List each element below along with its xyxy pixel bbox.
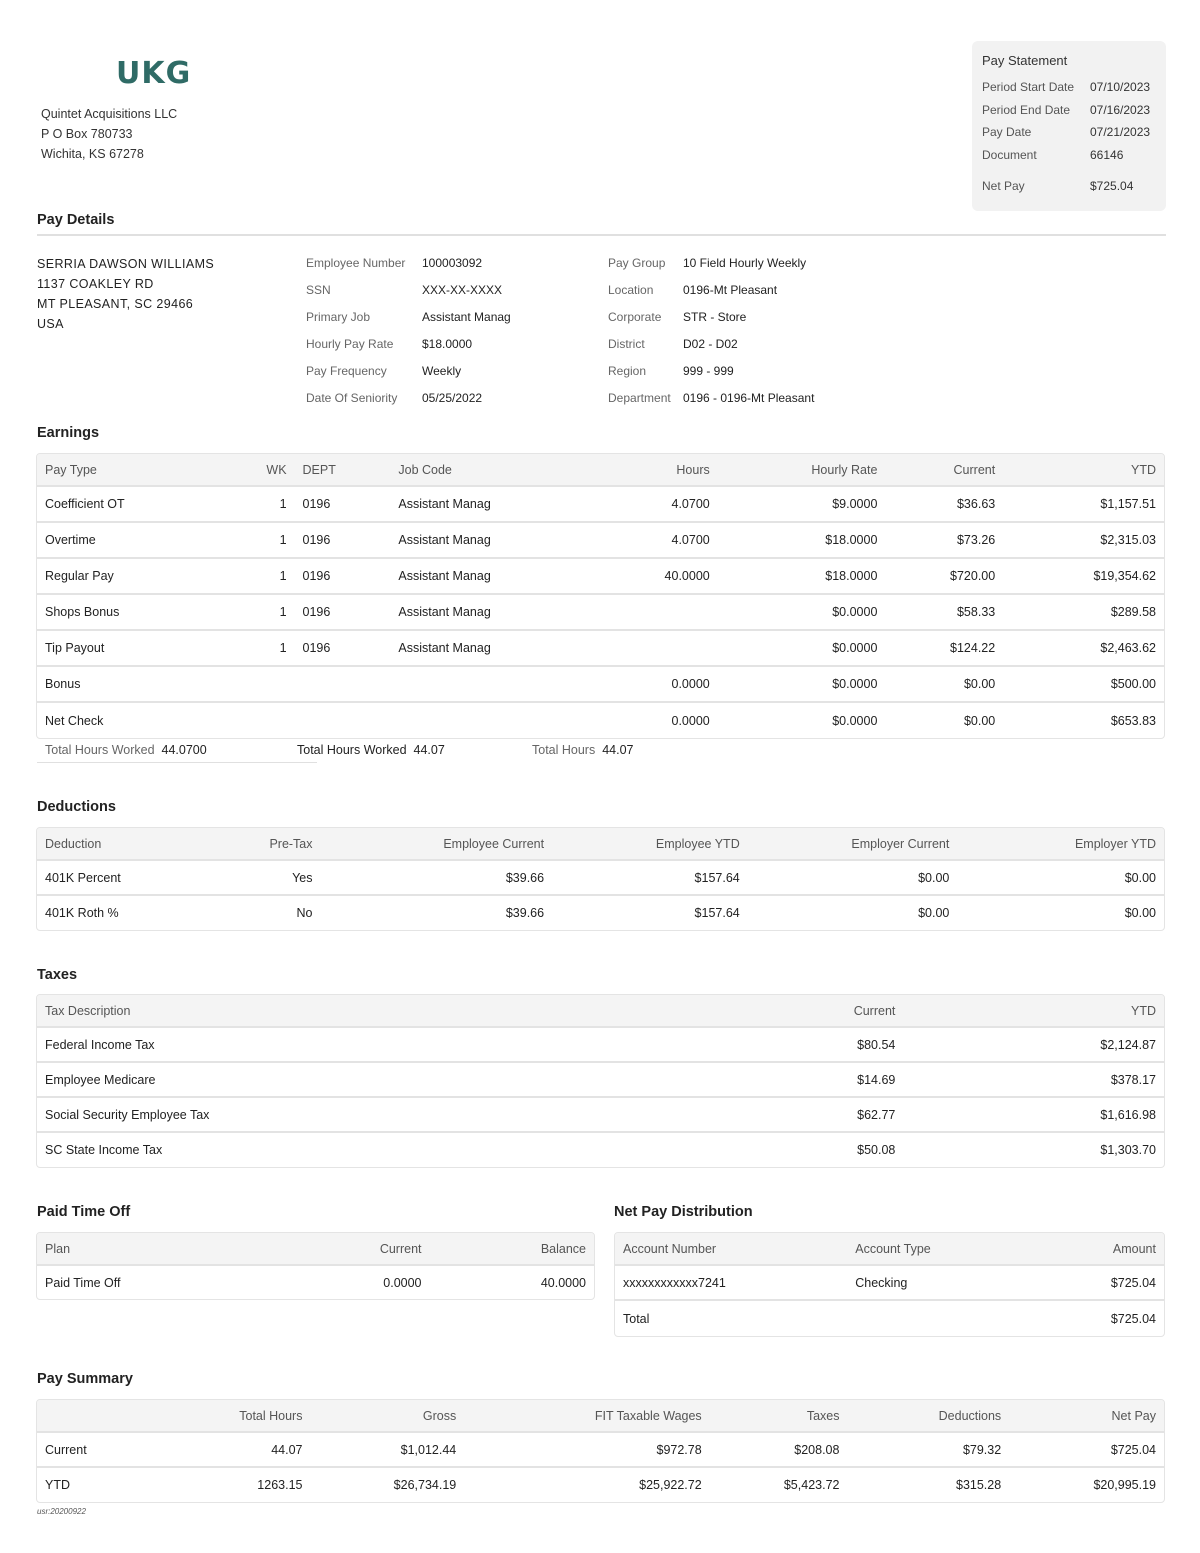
column-header: Deduction: [37, 828, 209, 860]
table-row: [37, 1027, 1164, 1062]
table-cell: Paid Time Off: [37, 1265, 274, 1299]
detail-value: STR - Store: [683, 309, 747, 324]
column-header: Plan: [37, 1233, 274, 1265]
table-cell: 1: [225, 594, 295, 630]
table-cell: $36.63: [885, 486, 1003, 522]
version-footnote: usr:20200922: [37, 1507, 86, 1516]
statement-label: Period Start Date: [982, 80, 1075, 95]
organization-info-column: [608, 249, 908, 411]
detail-value: $18.0000: [422, 336, 473, 351]
column-header: Pre-Tax: [209, 828, 321, 860]
table-row: [37, 1097, 1164, 1132]
table-cell: $5,423.72: [710, 1467, 848, 1502]
column-header: [37, 1400, 151, 1432]
table-cell: $9.0000: [718, 486, 886, 522]
table-cell: $0.00: [957, 860, 1164, 895]
table-cell: $2,124.87: [903, 1027, 1164, 1062]
deductions-title: Deductions: [37, 799, 116, 815]
column-header: Current: [885, 454, 1003, 486]
total-label: Total: [615, 1300, 847, 1336]
table-cell: Net Check: [37, 702, 225, 738]
table-cell: [225, 666, 295, 702]
employee-address: [37, 254, 214, 334]
table-cell: $0.00: [748, 895, 958, 930]
table-row: [615, 1265, 1164, 1300]
table-cell: $14.69: [686, 1062, 904, 1097]
table-cell: $25,922.72: [464, 1467, 709, 1502]
detail-value: 10 Field Hourly Weekly: [683, 255, 807, 270]
table-cell: $315.28: [847, 1467, 1009, 1502]
statement-value: 07/10/2023: [1090, 80, 1151, 95]
detail-row: [306, 276, 596, 303]
table-cell: 4.0700: [598, 486, 718, 522]
table-row: [37, 1265, 594, 1299]
table-cell: [390, 666, 598, 702]
detail-label: Pay Frequency: [306, 363, 387, 378]
earnings-title: Earnings: [37, 425, 100, 441]
table-cell: $0.0000: [718, 630, 886, 666]
table-cell: $157.64: [552, 895, 748, 930]
company-address-line1: P O Box 780733: [41, 127, 133, 141]
pay-statement-box: [972, 41, 1166, 211]
total-value: $725.04: [1036, 1300, 1164, 1336]
table-cell: [295, 666, 391, 702]
table-cell: $26,734.19: [310, 1467, 464, 1502]
statement-value: 66146: [1090, 147, 1124, 162]
table-cell: 1: [225, 486, 295, 522]
detail-label: Hourly Pay Rate: [306, 336, 394, 351]
table-cell: 1263.15: [151, 1467, 311, 1502]
table-row: [37, 666, 1164, 702]
table-cell: $0.0000: [718, 594, 886, 630]
table-cell: $0.00: [957, 895, 1164, 930]
table-cell: [598, 594, 718, 630]
table-cell: $50.08: [686, 1132, 904, 1167]
deductions-header-row: [37, 828, 1164, 860]
table-cell: Checking: [847, 1265, 1036, 1300]
column-header: Account Number: [615, 1233, 847, 1265]
taxes-title: Taxes: [37, 967, 78, 983]
statement-row: [982, 121, 1158, 144]
table-cell: 44.07: [151, 1432, 311, 1467]
table-cell: SC State Income Tax: [37, 1132, 686, 1167]
table-cell: $500.00: [1003, 666, 1164, 702]
total-value: 44.07: [602, 743, 634, 757]
table-cell: [847, 1300, 1036, 1336]
detail-value: 0196-Mt Pleasant: [683, 282, 778, 297]
detail-row: [608, 249, 908, 276]
table-cell: 0196: [295, 630, 391, 666]
table-cell: $0.0000: [718, 702, 886, 738]
column-header: Taxes: [710, 1400, 848, 1432]
detail-label: Corporate: [608, 309, 662, 324]
table-row: [37, 895, 1164, 930]
table-row: [37, 594, 1164, 630]
statement-value: 07/21/2023: [1090, 125, 1151, 140]
detail-row: [608, 384, 908, 411]
distribution-total-row: [615, 1300, 1164, 1336]
table-cell: 0196: [295, 558, 391, 594]
table-cell: $39.66: [321, 895, 553, 930]
table-cell: $720.00: [885, 558, 1003, 594]
table-cell: $378.17: [903, 1062, 1164, 1097]
table-cell: $39.66: [321, 860, 553, 895]
table-cell: $157.64: [552, 860, 748, 895]
table-cell: 4.0700: [598, 522, 718, 558]
company-address-line2: Wichita, KS 67278: [41, 147, 144, 161]
table-cell: $124.22: [885, 630, 1003, 666]
table-row: [37, 630, 1164, 666]
net-pay-row: [982, 175, 1158, 198]
earnings-table: [36, 453, 1165, 739]
table-cell: $19,354.62: [1003, 558, 1164, 594]
table-row: [37, 1432, 1164, 1467]
table-cell: Federal Income Tax: [37, 1027, 686, 1062]
column-header: Current: [686, 995, 904, 1027]
table-cell: $0.00: [885, 666, 1003, 702]
table-row: [37, 1132, 1164, 1167]
column-header: Gross: [310, 1400, 464, 1432]
table-cell: $2,315.03: [1003, 522, 1164, 558]
detail-row: [306, 357, 596, 384]
detail-row: [608, 276, 908, 303]
statement-label: Pay Date: [982, 125, 1032, 140]
column-header: Net Pay: [1009, 1400, 1164, 1432]
distribution-header-row: [615, 1233, 1164, 1265]
detail-label: Department: [608, 390, 671, 405]
table-cell: Assistant Manag: [390, 630, 598, 666]
column-header: Hourly Rate: [718, 454, 886, 486]
net-pay-distribution-title: Net Pay Distribution: [614, 1204, 753, 1220]
detail-row: [306, 249, 596, 276]
table-cell: Bonus: [37, 666, 225, 702]
table-cell: $1,303.70: [903, 1132, 1164, 1167]
detail-row: [306, 303, 596, 330]
detail-row: [608, 330, 908, 357]
table-cell: $18.0000: [718, 558, 886, 594]
statement-row: [982, 99, 1158, 122]
column-header: Job Code: [390, 454, 598, 486]
company-address: [41, 104, 177, 164]
statement-value: 07/16/2023: [1090, 102, 1151, 117]
table-cell: Assistant Manag: [390, 486, 598, 522]
table-cell: Regular Pay: [37, 558, 225, 594]
table-cell: $20,995.19: [1009, 1467, 1164, 1502]
column-header: Total Hours: [151, 1400, 311, 1432]
statement-label: Period End Date: [982, 102, 1071, 117]
total-hours: [532, 743, 633, 757]
total-hours-worked-1: [45, 743, 207, 757]
detail-value: 05/25/2022: [422, 390, 483, 405]
pay-details-title: Pay Details: [37, 212, 115, 228]
detail-label: Date Of Seniority: [306, 390, 398, 405]
table-cell: $1,012.44: [310, 1432, 464, 1467]
employee-city: MT PLEASANT, SC 29466: [37, 297, 194, 311]
table-cell: 0196: [295, 594, 391, 630]
table-cell: $289.58: [1003, 594, 1164, 630]
net-pay-distribution-table: [614, 1232, 1165, 1337]
table-cell: $0.0000: [718, 666, 886, 702]
column-header: YTD: [903, 995, 1164, 1027]
table-cell: $1,616.98: [903, 1097, 1164, 1132]
table-cell: 40.0000: [430, 1265, 594, 1299]
paid-time-off-table: [36, 1232, 595, 1300]
table-cell: [295, 702, 391, 738]
detail-label: SSN: [306, 282, 331, 297]
detail-row: [306, 330, 596, 357]
table-cell: $972.78: [464, 1432, 709, 1467]
table-cell: $58.33: [885, 594, 1003, 630]
table-cell: xxxxxxxxxxxx7241: [615, 1265, 847, 1300]
table-cell: $18.0000: [718, 522, 886, 558]
employee-info-column: [306, 249, 596, 411]
table-row: [37, 702, 1164, 738]
detail-label: Employee Number: [306, 255, 406, 270]
table-cell: 1: [225, 558, 295, 594]
column-header: Employee Current: [321, 828, 553, 860]
table-row: [37, 486, 1164, 522]
table-cell: $208.08: [710, 1432, 848, 1467]
column-header: Pay Type: [37, 454, 225, 486]
column-header: YTD: [1003, 454, 1164, 486]
employee-country: USA: [37, 317, 64, 331]
detail-label: Pay Group: [608, 255, 666, 270]
column-header: WK: [225, 454, 295, 486]
table-cell: Yes: [209, 860, 321, 895]
table-cell: $2,463.62: [1003, 630, 1164, 666]
column-header: Account Type: [847, 1233, 1036, 1265]
column-header: Current: [274, 1233, 430, 1265]
column-header: Tax Description: [37, 995, 686, 1027]
detail-value: Weekly: [422, 363, 462, 378]
total-value: 44.0700: [161, 743, 207, 757]
pto-header-row: [37, 1233, 594, 1265]
table-cell: [598, 630, 718, 666]
total-hours-worked-2: [297, 743, 445, 757]
detail-row: [306, 384, 596, 411]
table-cell: $0.00: [748, 860, 958, 895]
employee-name: SERRIA DAWSON WILLIAMS: [37, 257, 215, 271]
table-cell: Assistant Manag: [390, 558, 598, 594]
table-cell: Shops Bonus: [37, 594, 225, 630]
detail-value: 100003092: [422, 255, 483, 270]
table-row: [37, 1467, 1164, 1502]
deductions-table: [36, 827, 1165, 931]
column-header: Deductions: [847, 1400, 1009, 1432]
net-pay-value: $725.04: [1090, 179, 1134, 194]
statement-label: Document: [982, 147, 1037, 162]
pay-summary-table: [36, 1399, 1165, 1503]
table-row: [37, 558, 1164, 594]
table-cell: Tip Payout: [37, 630, 225, 666]
column-header: Employer Current: [748, 828, 958, 860]
table-cell: 0.0000: [598, 666, 718, 702]
detail-value: 0196 - 0196-Mt Pleasant: [683, 390, 815, 405]
taxes-header-row: [37, 995, 1164, 1027]
totals-divider: [37, 762, 317, 763]
table-cell: 0196: [295, 486, 391, 522]
column-header: FIT Taxable Wages: [464, 1400, 709, 1432]
detail-label: Region: [608, 363, 647, 378]
pay-summary-title: Pay Summary: [37, 1371, 133, 1387]
table-cell: 0.0000: [274, 1265, 430, 1299]
table-cell: 0196: [295, 522, 391, 558]
table-cell: $73.26: [885, 522, 1003, 558]
column-header: Hours: [598, 454, 718, 486]
paid-time-off-title: Paid Time Off: [37, 1204, 131, 1220]
table-cell: $653.83: [1003, 702, 1164, 738]
table-cell: 0.0000: [598, 702, 718, 738]
summary-header-row: [37, 1400, 1164, 1432]
detail-label: District: [608, 336, 645, 351]
detail-value: D02 - D02: [683, 336, 738, 351]
table-cell: $725.04: [1009, 1432, 1164, 1467]
detail-value: XXX-XX-XXXX: [422, 282, 503, 297]
table-cell: Social Security Employee Tax: [37, 1097, 686, 1132]
table-cell: YTD: [37, 1467, 151, 1502]
table-row: [37, 860, 1164, 895]
statement-row: [982, 76, 1158, 99]
table-cell: Coefficient OT: [37, 486, 225, 522]
table-row: [37, 522, 1164, 558]
table-cell: Assistant Manag: [390, 594, 598, 630]
total-label: Total Hours Worked: [45, 743, 155, 757]
detail-value: 999 - 999: [683, 363, 734, 378]
table-cell: $62.77: [686, 1097, 904, 1132]
total-label: Total Hours Worked: [297, 743, 407, 757]
table-cell: [390, 702, 598, 738]
column-header: Employer YTD: [957, 828, 1164, 860]
employee-street: 1137 COAKLEY RD: [37, 277, 154, 291]
statement-row: [982, 144, 1158, 167]
ukg-logo: UKG: [116, 56, 192, 91]
table-cell: Overtime: [37, 522, 225, 558]
table-cell: 1: [225, 522, 295, 558]
net-pay-label: Net Pay: [982, 179, 1025, 194]
table-cell: 401K Percent: [37, 860, 209, 895]
column-header: Employee YTD: [552, 828, 748, 860]
table-cell: 401K Roth %: [37, 895, 209, 930]
earnings-header-row: [37, 454, 1164, 486]
table-cell: 40.0000: [598, 558, 718, 594]
table-cell: 1: [225, 630, 295, 666]
table-row: [37, 1062, 1164, 1097]
table-cell: $725.04: [1036, 1265, 1164, 1300]
total-label: Total Hours: [532, 743, 596, 757]
detail-label: Location: [608, 282, 654, 297]
company-name: Quintet Acquisitions LLC: [41, 107, 178, 121]
detail-label: Primary Job: [306, 309, 371, 324]
column-header: DEPT: [295, 454, 391, 486]
table-cell: $80.54: [686, 1027, 904, 1062]
table-cell: Current: [37, 1432, 151, 1467]
table-cell: No: [209, 895, 321, 930]
detail-row: [608, 303, 908, 330]
column-header: Balance: [430, 1233, 594, 1265]
column-header: Amount: [1036, 1233, 1164, 1265]
table-cell: [225, 702, 295, 738]
table-cell: $1,157.51: [1003, 486, 1164, 522]
taxes-table: [36, 994, 1165, 1168]
pay-statement-title: Pay Statement: [982, 53, 1068, 68]
table-cell: $0.00: [885, 702, 1003, 738]
pay-details-divider: [37, 234, 1166, 236]
detail-value: Assistant Manag: [422, 309, 511, 324]
table-cell: $79.32: [847, 1432, 1009, 1467]
table-cell: Assistant Manag: [390, 522, 598, 558]
detail-row: [608, 357, 908, 384]
table-cell: Employee Medicare: [37, 1062, 686, 1097]
total-value: 44.07: [413, 743, 445, 757]
